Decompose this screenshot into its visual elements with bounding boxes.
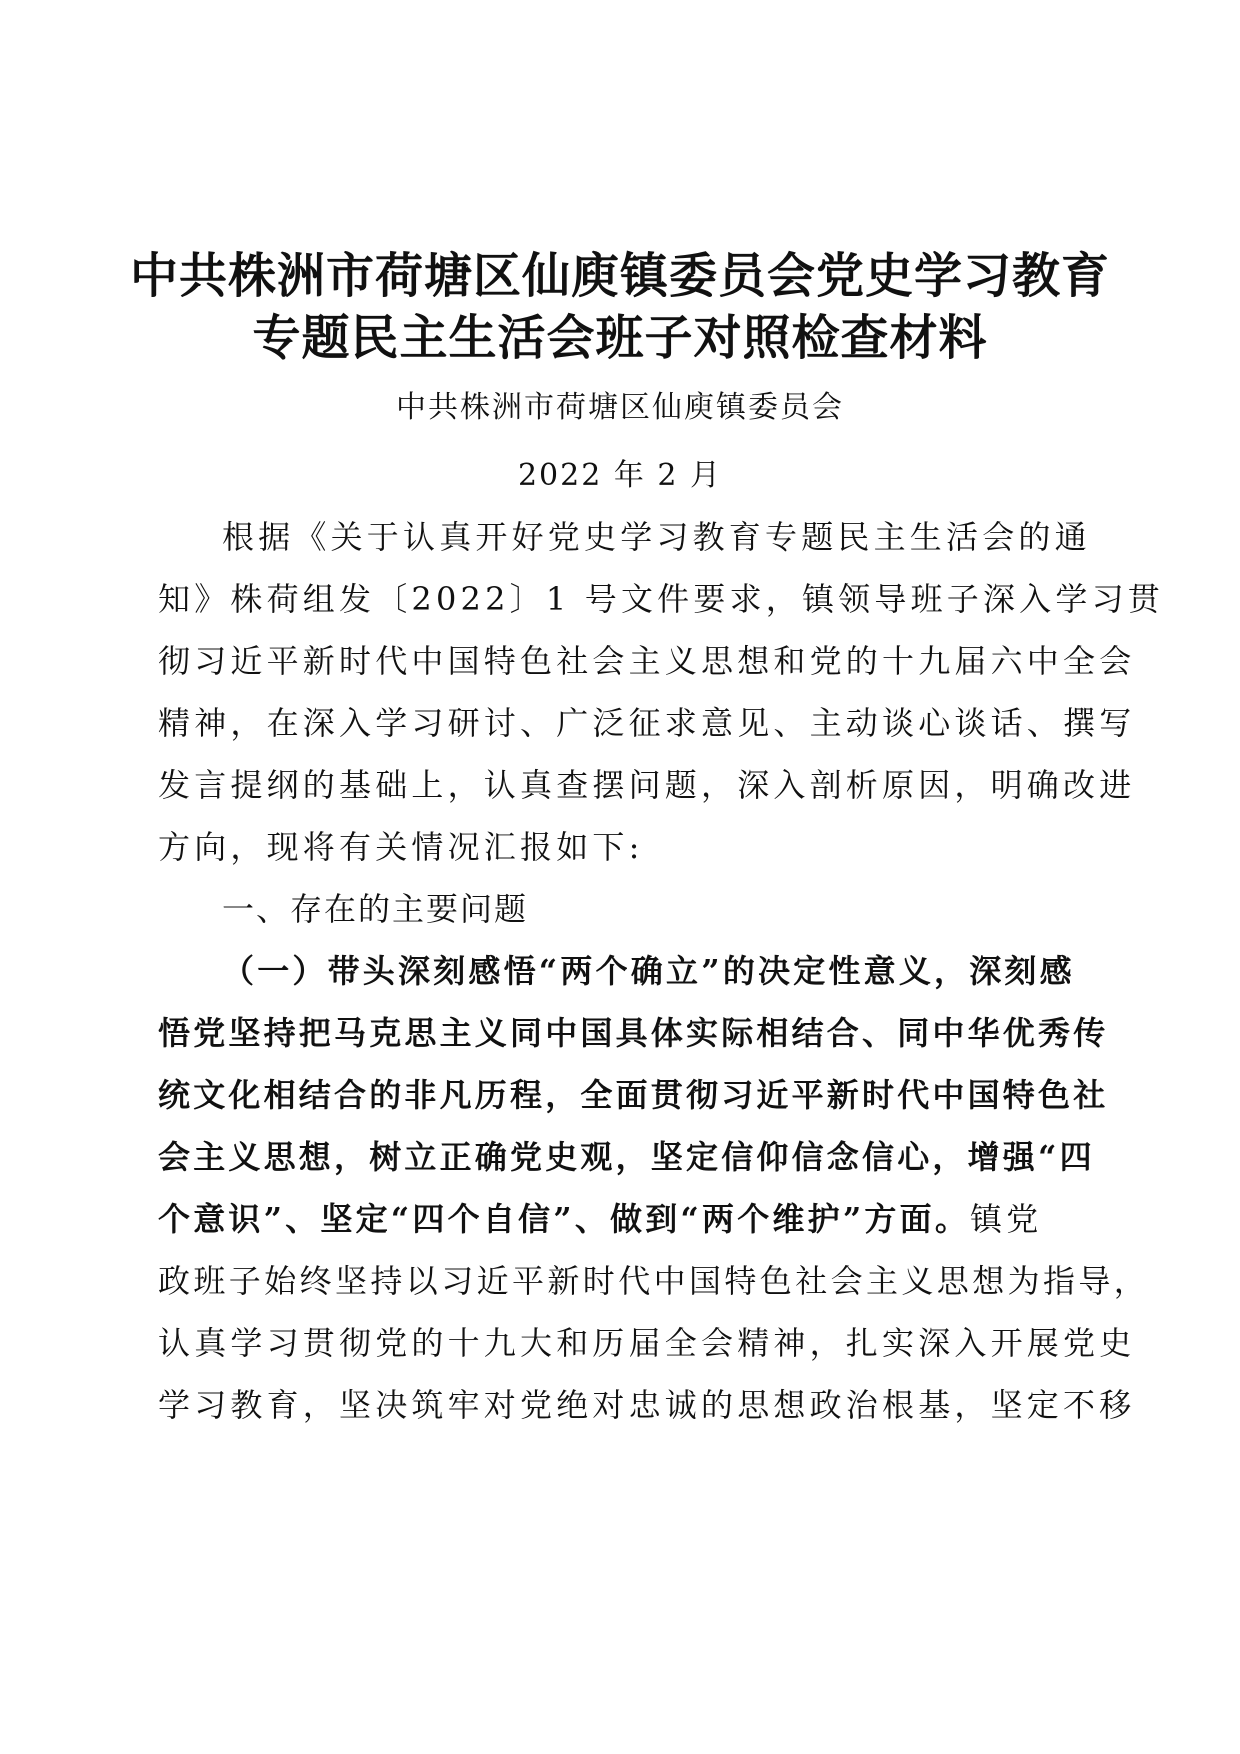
intro-line-3: 彻习近平新时代中国特色社会主义思想和党的十九届六中全会 [158,642,1136,680]
intro-line-2: 知》株荷组发〔2022〕1 号文件要求，镇领导班子深入学习贯 [158,580,1164,618]
intro-line-6: 方向，现将有关情况汇报如下: [158,828,644,866]
point-1-bold-text: 个意识”、坚定“四个自信”、做到“两个维护”方面。 [158,1200,971,1238]
point-1-bold-text: 悟党坚持把马克思主义同中国具体实际相结合、同中华优秀传 [158,1014,1109,1052]
point-1-bold-line-5 [158,1194,1088,1244]
point-1-bold-line-1 [222,946,1088,996]
intro-line-5: 发言提纲的基础上，认真查摆问题，深入剖析原因，明确改进 [158,766,1136,804]
point-1-bold-line-3 [158,1070,1109,1120]
document-title-line-2: 专题民主生活会班子对照检查材料 [252,310,988,366]
document-title-line-1: 中共株洲市荷塘区仙庾镇委员会党史学习教育 [129,248,1110,304]
point-1-bold-text: 统文化相结合的非凡历程，全面贯彻习近平新时代中国特色社 [158,1076,1109,1114]
point-1-body-start: 镇党 [970,1200,1043,1238]
point-1-body-line-2: 认真学习贯彻党的十九大和历届全会精神，扎实深入开展党史 [158,1324,1136,1362]
issuing-organization: 中共株洲市荷塘区仙庾镇委员会 [396,390,844,425]
point-1-bold-text: （一）带头深刻感悟“两个确立”的决定性意义，深刻感 [222,952,1075,990]
point-1-body-line-1: 政班子始终坚持以习近平新时代中国特色社会主义思想为指导， [158,1262,1150,1300]
document-date: 2022 年 2 月 [517,458,723,493]
point-1-bold-line-2 [158,1008,1109,1058]
point-1-bold-line-4 [158,1132,1095,1182]
intro-line-1: 根据《关于认真开好党史学习教育专题民主生活会的通 [222,518,1091,556]
intro-line-4: 精神，在深入学习研讨、广泛征求意见、主动谈心谈话、撰写 [158,704,1136,742]
point-1-bold-text: 会主义思想，树立正确党史观，坚定信仰信念信心，增强“四 [158,1138,1095,1176]
point-1-body-line-3: 学习教育，坚决筑牢对党绝对忠诚的思想政治根基，坚定不移 [158,1386,1136,1424]
section-heading: 一、存在的主要问题 [222,890,529,928]
